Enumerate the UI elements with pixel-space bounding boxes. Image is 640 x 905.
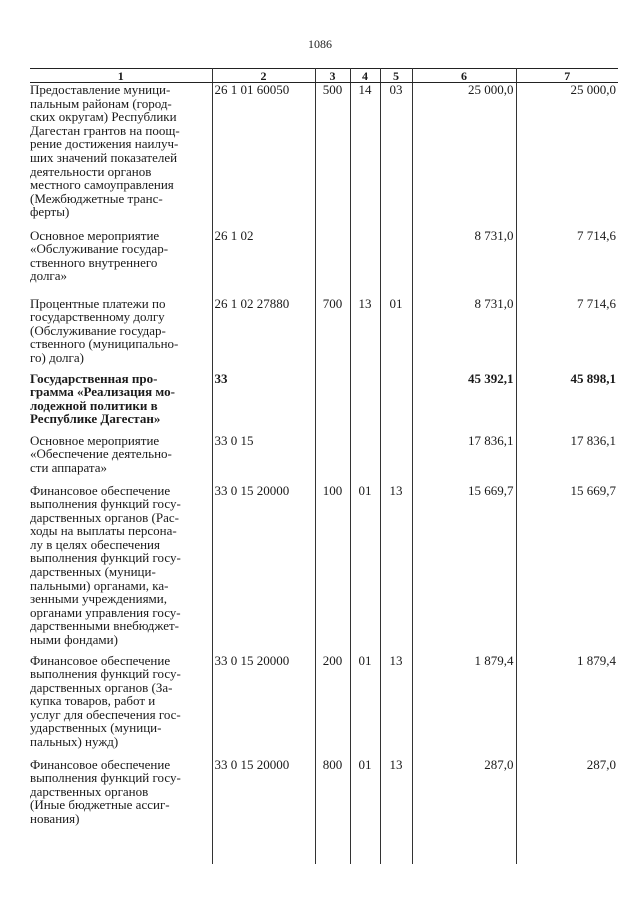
row-name: Финансовое обеспечение выполнения функций госу- дарственных органов (Рас- ходы на выплаты персона- лу в целях обеспечения выполнения функций госу- дарственных (муници- пальными) органами, ка- зенными учреждениями, органами управления госу- дарственными внебюджет- ными фондами)	[30, 484, 212, 654]
row-name: Финансовое обеспечение выполнения функций госу- дарственных органов (За- купка товаров, работ и услуг для обеспечения гос- ударственных (муници- пальных) нужд)	[30, 654, 212, 758]
row-col-5: 03	[380, 83, 412, 229]
row-col-4	[350, 434, 380, 484]
row-code: 26 1 02	[212, 229, 315, 297]
row-amount-col-6: 8 731,0	[412, 297, 516, 372]
row-code: 33 0 15 20000	[212, 484, 315, 654]
row-name: Основное мероприятие «Обеспечение деятельно- сти аппарата»	[30, 434, 212, 484]
header-col-2: 2	[212, 69, 315, 83]
table-row	[30, 654, 618, 758]
header-col-3: 3	[315, 69, 350, 83]
row-amount-col-6: 25 000,0	[412, 83, 516, 229]
table-header-row	[30, 69, 618, 83]
row-col-3: 800	[315, 758, 350, 844]
row-amount-col-6: 287,0	[412, 758, 516, 844]
table-row	[30, 83, 618, 229]
row-amount-col-6: 17 836,1	[412, 434, 516, 484]
page-number: 1086	[308, 37, 332, 51]
row-name: Основное мероприятие «Обслуживание государ- ственного внутреннего долга»	[30, 229, 212, 297]
row-col-5: 01	[380, 297, 412, 372]
row-col-4: 01	[350, 484, 380, 654]
row-col-3	[315, 229, 350, 297]
header-col-5: 5	[380, 69, 412, 83]
row-amount-col-7: 15 669,7	[516, 484, 618, 654]
table-row	[30, 434, 618, 484]
row-col-5	[380, 229, 412, 297]
row-col-4	[350, 372, 380, 434]
spacer-cell	[412, 844, 516, 864]
row-col-4: 13	[350, 297, 380, 372]
row-col-3	[315, 434, 350, 484]
row-amount-col-7: 45 898,1	[516, 372, 618, 434]
row-amount-col-6: 8 731,0	[412, 229, 516, 297]
table-body	[30, 83, 618, 864]
header-col-4: 4	[350, 69, 380, 83]
table-bottom-spacer	[30, 844, 618, 864]
table-row	[30, 372, 618, 434]
row-col-4: 14	[350, 83, 380, 229]
row-col-5: 13	[380, 758, 412, 844]
row-col-3: 500	[315, 83, 350, 229]
spacer-cell	[516, 844, 618, 864]
row-amount-col-6: 15 669,7	[412, 484, 516, 654]
row-code: 33 0 15	[212, 434, 315, 484]
table-row	[30, 484, 618, 654]
row-col-4: 01	[350, 758, 380, 844]
spacer-cell	[350, 844, 380, 864]
row-col-3: 100	[315, 484, 350, 654]
table-row	[30, 229, 618, 297]
row-name: Предоставление муници- пальным районам (город- ских округам) Республики Дагестан грантов на поощ- рение достижения наилуч- ших значений показателей деятельности органов местного самоуправления (Межбюджетные транс- ферты)	[30, 83, 212, 229]
row-col-5	[380, 372, 412, 434]
table-row	[30, 297, 618, 372]
row-name: Государственная про- грамма «Реализация мо- лодежной политики в Республике Дагестан»	[30, 372, 212, 434]
row-amount-col-7: 25 000,0	[516, 83, 618, 229]
row-amount-col-6: 45 392,1	[412, 372, 516, 434]
row-name: Финансовое обеспечение выполнения функций госу- дарственных органов (Иные бюджетные ассиг- нования)	[30, 758, 212, 844]
row-amount-col-7: 17 836,1	[516, 434, 618, 484]
row-code: 33	[212, 372, 315, 434]
spacer-cell	[212, 844, 315, 864]
spacer-cell	[30, 844, 212, 864]
row-amount-col-7: 7 714,6	[516, 229, 618, 297]
row-col-5: 13	[380, 654, 412, 758]
budget-table	[30, 68, 618, 864]
spacer-cell	[380, 844, 412, 864]
row-col-3: 700	[315, 297, 350, 372]
table-row	[30, 758, 618, 844]
spacer-cell	[315, 844, 350, 864]
row-amount-col-7: 7 714,6	[516, 297, 618, 372]
row-col-3	[315, 372, 350, 434]
row-code: 33 0 15 20000	[212, 758, 315, 844]
header-col-7: 7	[516, 69, 618, 83]
row-amount-col-6: 1 879,4	[412, 654, 516, 758]
row-code: 33 0 15 20000	[212, 654, 315, 758]
row-col-3: 200	[315, 654, 350, 758]
row-col-5	[380, 434, 412, 484]
row-col-4: 01	[350, 654, 380, 758]
header-col-1: 1	[30, 69, 212, 83]
row-code: 26 1 01 60050	[212, 83, 315, 229]
row-code: 26 1 02 27880	[212, 297, 315, 372]
row-amount-col-7: 1 879,4	[516, 654, 618, 758]
row-amount-col-7: 287,0	[516, 758, 618, 844]
row-col-4	[350, 229, 380, 297]
row-name: Процентные платежи по государственному долгу (Обслуживание государ- ственного (муниципально- го) долга)	[30, 297, 212, 372]
header-col-6: 6	[412, 69, 516, 83]
row-col-5: 13	[380, 484, 412, 654]
